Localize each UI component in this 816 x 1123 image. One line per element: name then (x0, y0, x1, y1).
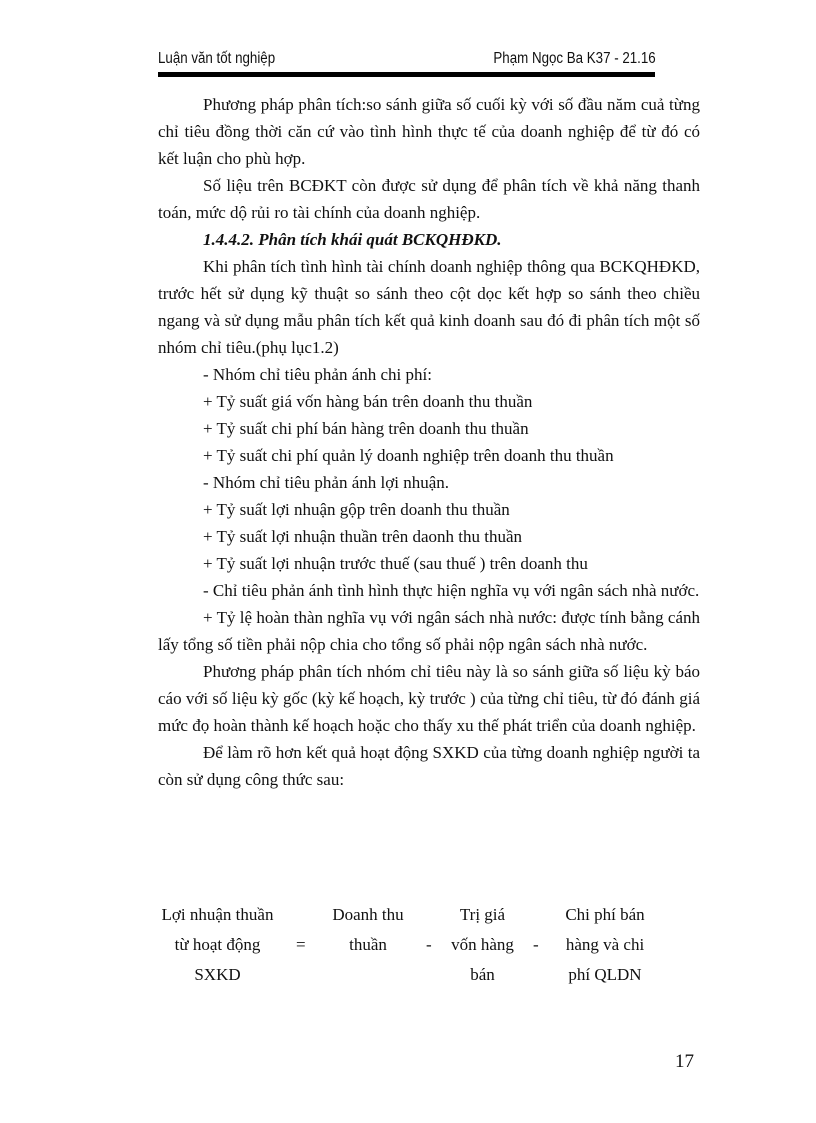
list-item: - Nhóm chỉ tiêu phản ánh lợi nhuận. (203, 473, 449, 492)
paragraph: Khi phân tích tình hình tài chính doanh nghiệp thông qua BCKQHĐKD, trước hết sử dụng kỹ thuật so sánh theo cột dọc kết hợp so sánh theo chiều ngang và sử dụng mẫu phân tích kết quả kinh doanh sau đó đi phân tích một số nhóm chỉ tiêu.(phụ lục1.2) (158, 257, 700, 357)
formula-line: Chi phí bán (565, 905, 645, 924)
formula-term-expenses (560, 900, 650, 990)
paragraph: + Tỷ lệ hoàn thàn nghĩa vụ với ngân sách nhà nước: được tính bằng cánh lấy tổng số tiền phải nộp chia cho tổng số phải nộp ngân sách nhà nước. (158, 608, 700, 654)
document-body (158, 91, 700, 793)
formula-minus: - (533, 935, 539, 954)
list-item: + Tỷ suất lợi nhuận trước thuế (sau thuế ) trên doanh thu (203, 554, 588, 573)
formula-line: vốn hàng (451, 935, 514, 954)
page-number: 17 (675, 1051, 694, 1072)
formula-minus: - (426, 935, 432, 954)
formula-line: Doanh thu (332, 905, 404, 924)
header-divider (158, 72, 655, 77)
formula-line: phí QLDN (568, 965, 642, 984)
formula (0, 900, 816, 990)
formula-line: SXKD (194, 965, 241, 984)
formula-line: Trị giá (459, 905, 506, 924)
paragraph: Để làm rõ hơn kết quả hoạt động SXKD của từng doanh nghiệp người ta còn sử dụng công thức sau: (158, 743, 700, 789)
formula-line: Lợi nhuận thuần (161, 905, 274, 924)
formula-line: bán (470, 965, 495, 984)
list-item: + Tỷ suất lợi nhuận thuần trên daonh thu thuần (203, 527, 523, 546)
list-item: + Tỷ suất lợi nhuận gộp trên doanh thu thuần (203, 500, 510, 519)
header-author: Phạm Ngọc Ba K37 - 21.16 (493, 50, 656, 67)
paragraph: Phương pháp phân tích:so sánh giữa số cuối kỳ với số đầu năm cuả từng chỉ tiêu đồng thời căn cứ vào tình hình thực tế của doanh nghiệp để từ đó có kết luận cho phù hợp. (158, 95, 700, 168)
formula-term-revenue (328, 900, 408, 960)
formula-line: thuần (349, 935, 387, 954)
paragraph: - Chỉ tiêu phản ánh tình hình thực hiện nghĩa vụ với ngân sách nhà nước. (203, 581, 700, 600)
paragraph: Phương pháp phân tích nhóm chỉ tiêu này là so sánh giữa số liệu kỳ báo cáo với số liệu kỳ gốc (kỳ kế hoạch, kỳ trước ) của từng chỉ tiêu, từ đó đánh giá mức đọ hoàn thành kế hoạch hoặc cho thấy xu thế phát triển của doanh nghiệp. (158, 662, 700, 735)
paragraph: Số liệu trên BCĐKT còn được sử dụng để phân tích về khả năng thanh toán, mức dộ rủi ro tài chính của doanh nghiệp. (158, 176, 700, 222)
list-item: - Nhóm chỉ tiêu phản ánh chi phí: (203, 365, 432, 384)
list-item: + Tỷ suất chi phí bán hàng trên doanh thu thuần (203, 419, 529, 438)
formula-term-net-profit (160, 900, 275, 990)
section-heading: 1.4.4.2. Phân tích khái quát BCKQHĐKD. (203, 230, 502, 249)
formula-equals: = (296, 935, 306, 954)
formula-line: từ hoạt động (174, 935, 261, 954)
list-item: + Tỷ suất chi phí quản lý doanh nghiệp trên doanh thu thuần (203, 446, 614, 465)
list-item: + Tỷ suất giá vốn hàng bán trên doanh thu thuần (203, 392, 533, 411)
formula-term-cogs (445, 900, 520, 990)
formula-line: hàng và chi (565, 935, 645, 954)
header-title: Luận văn tốt nghiệp (158, 50, 276, 67)
